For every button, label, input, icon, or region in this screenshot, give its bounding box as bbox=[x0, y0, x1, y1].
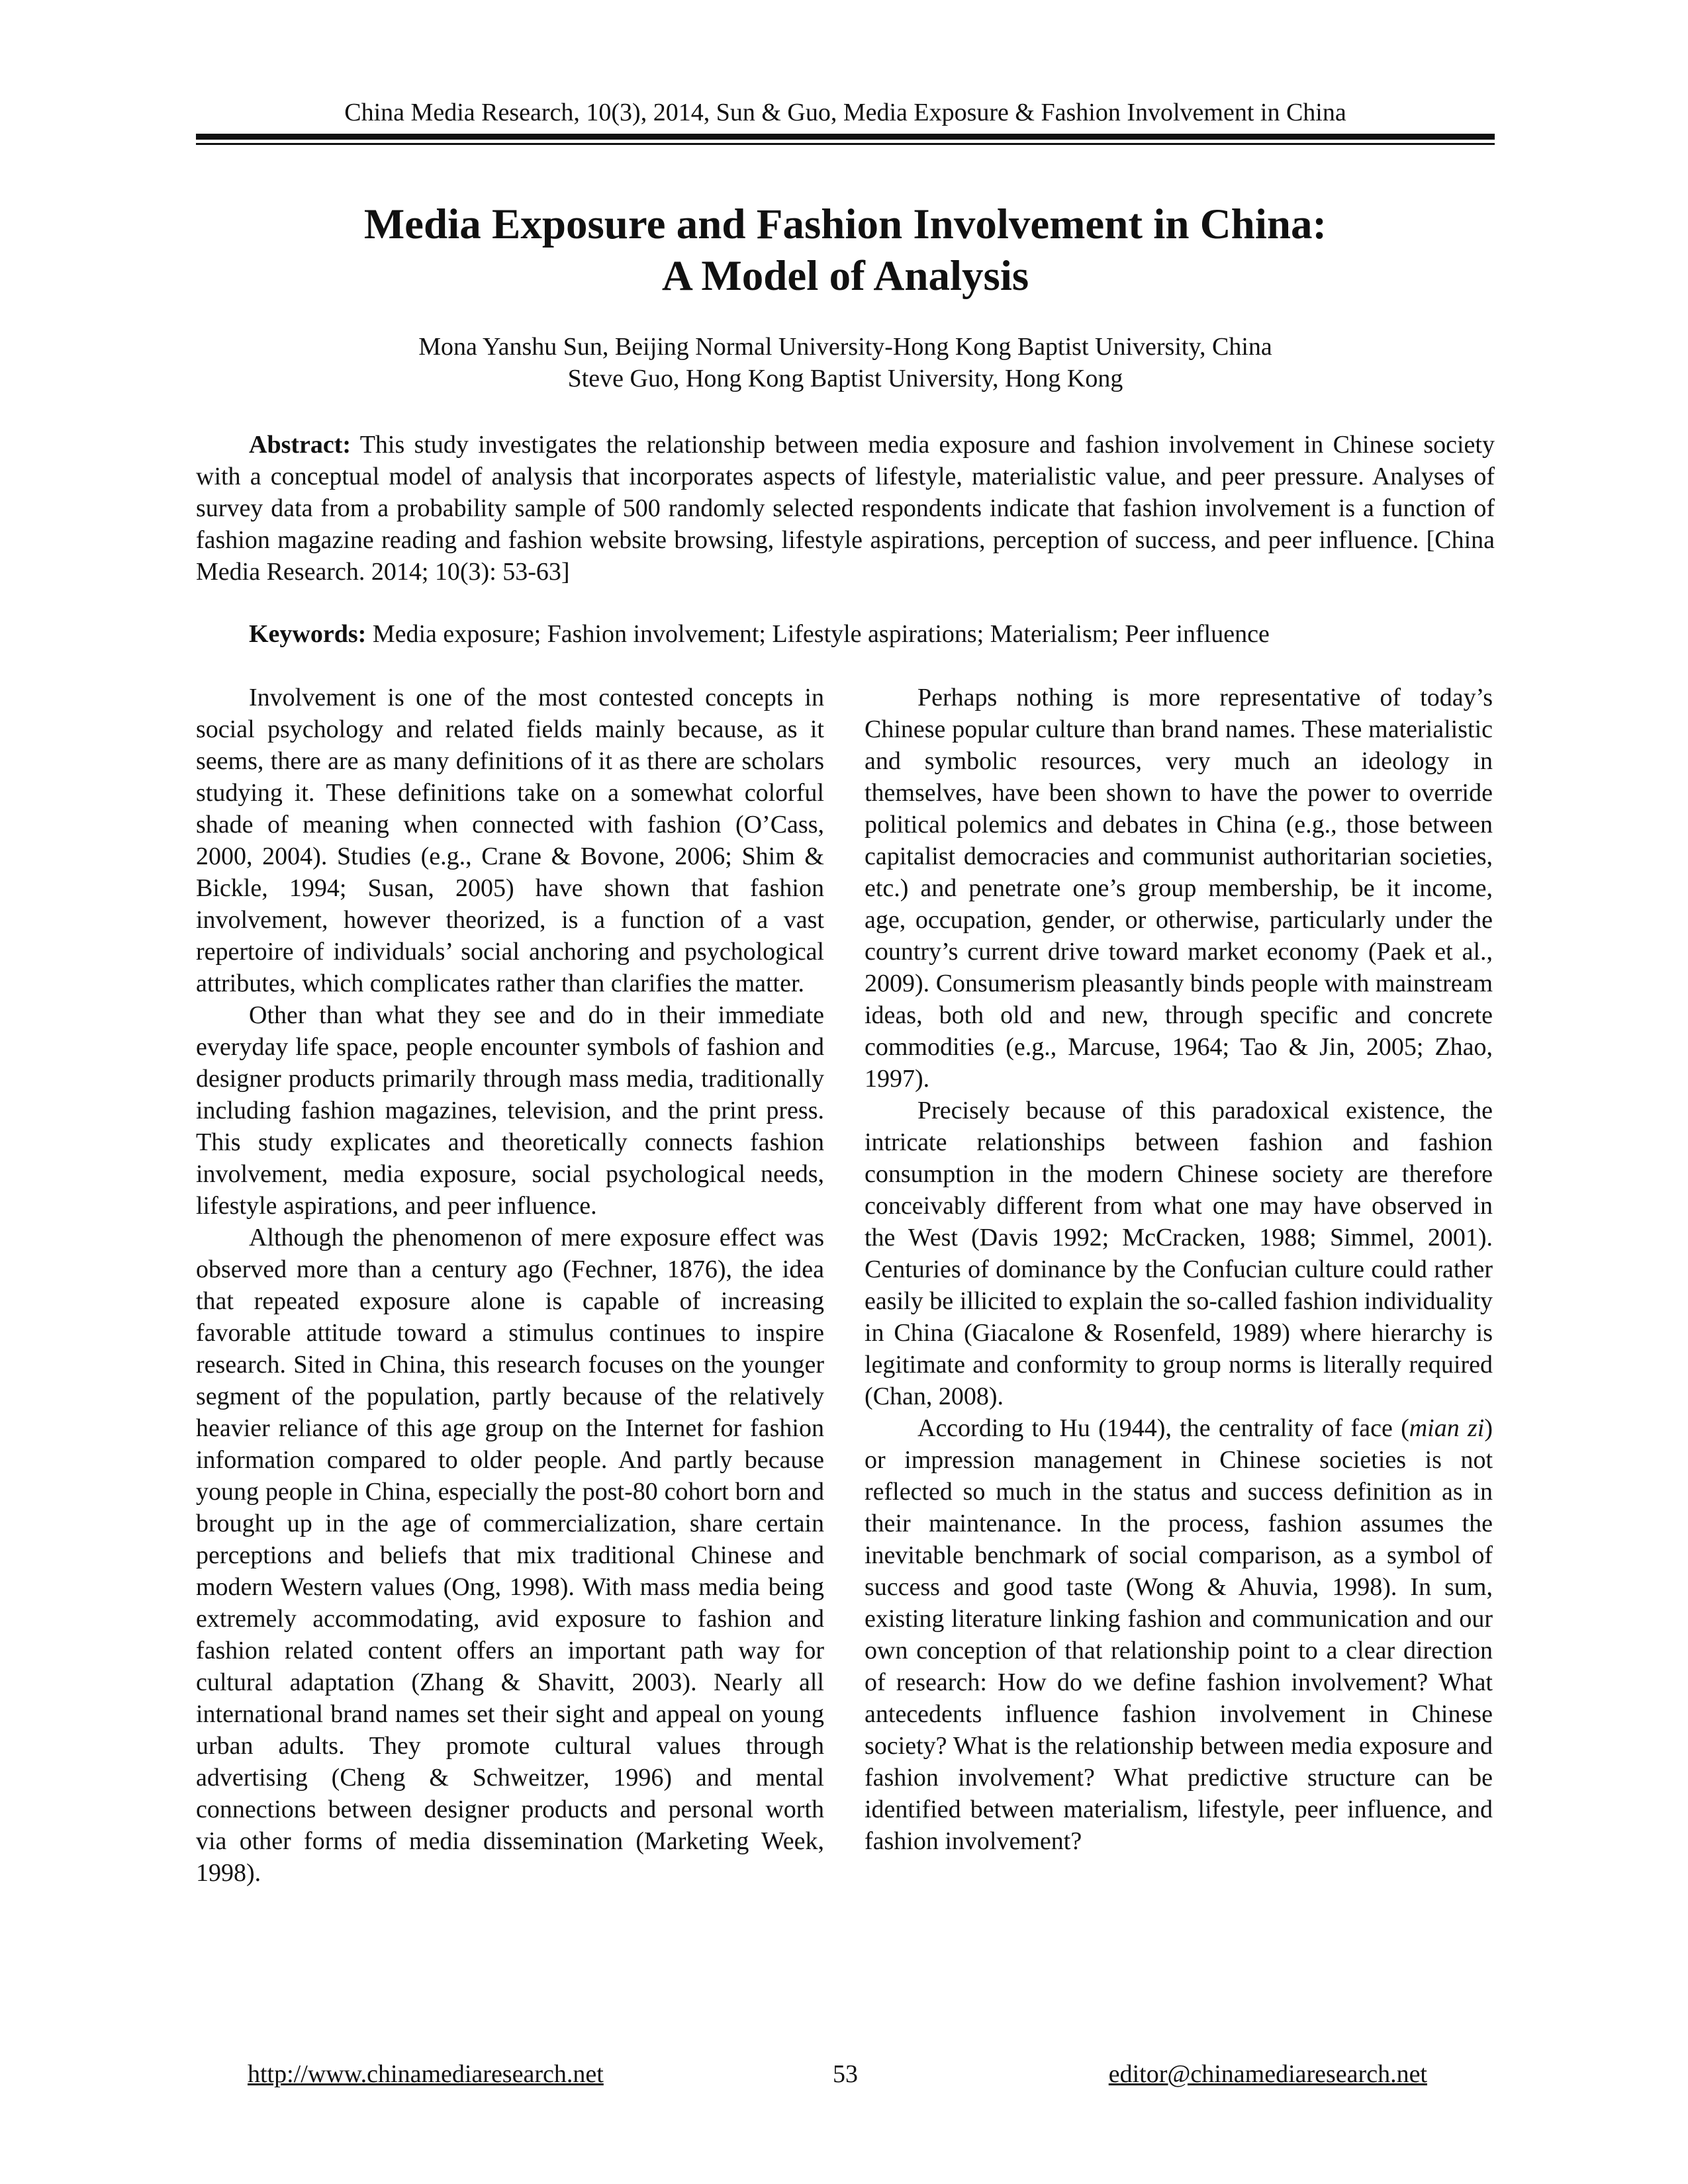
keywords-text: Media exposure; Fashion involvement; Lifestyle aspirations; Materialism; Peer influence bbox=[372, 620, 1270, 648]
header-rule-thick bbox=[196, 134, 1495, 140]
header-rule-thin bbox=[196, 143, 1495, 145]
abstract bbox=[196, 429, 1495, 588]
body-paragraph: Perhaps nothing is more representative of today’s Chinese popular culture than brand names. These materialistic and symbolic resources, very much an ideology in themselves, have been shown to have the power to override political polemics and debates in China (e.g., those between capitalist democracies and communist authoritarian societies, etc.) and penetrate one’s group membership, be it income, age, occupation, gender, or otherwise, particularly under the country’s current drive toward market economy (Paek et al., 2009). Consumerism pleasantly binds people with mainstream ideas, both old and new, through specific and concrete commodities (e.g., Marcuse, 1964; Tao & Jin, 2005; Zhao, 1997). bbox=[865, 684, 1493, 1093]
paragraph-text: According to Hu (1944), the centrality of face ( bbox=[917, 1414, 1409, 1442]
page-footer bbox=[196, 2058, 1495, 2091]
title-line-1: Media Exposure and Fashion Involvement in China: bbox=[363, 201, 1327, 248]
abstract-text: This study investigates the relationship between media exposure and fashion involvement in Chinese society with a conceptual model of analysis that incorporates aspects of lifestyle, materialistic value, and peer pressure. Analyses of survey data from a probability sample of 500 randomly selected respondents indicate that fashion involvement is a function of fashion magazine reading and fashion website browsing, lifestyle aspirations, perception of success, and peer influence. [China Media Research. 2014; 10(3): 53-63] bbox=[196, 431, 1495, 586]
body-paragraph: Other than what they see and do in their immediate everyday life space, people encounter symbols of fashion and designer products primarily through mass media, traditionally including fashion magazines, television, and the print press. This study explicates and theoretically connects fashion involvement, media exposure, social psychological needs, lifestyle aspirations, and peer influence. bbox=[196, 1001, 824, 1220]
running-head: China Media Research, 10(3), 2014, Sun & Guo, Media Exposure & Fashion Involvement in China bbox=[344, 99, 1346, 126]
body-paragraph: Involvement is one of the most contested concepts in social psychology and related fields mainly because, as it seems, there are as many definitions of it as there are scholars studying it. These definitions take on a somewhat colorful shade of meaning when connected with fashion (O’Cass, 2000, 2004). Studies (e.g., Crane & Bovone, 2006; Shim & Bickle, 1994; Susan, 2005) have shown that fashion involvement, however theorized, is a function of a vast repertoire of individuals’ social anchoring and psychological attributes, which complicates rather than clarifies the matter. bbox=[196, 684, 824, 997]
email-link[interactable]: editor@chinamediaresearch.net bbox=[1108, 2060, 1427, 2088]
body-paragraph: Although the phenomenon of mere exposure effect was observed more than a century ago (Fechner, 1876), the idea that repeated exposure alone is capable of increasing favorable attitude toward a stimulus continues to inspire research. Sited in China, this research focuses on the younger segment of the population, partly because of the relatively heavier reliance of this age group on the Internet for fashion information compared to older people. And partly because young people in China, especially the post-80 cohort born and brought up in the age of commercialization, share certain perceptions and beliefs that mix traditional Chinese and modern Western values (Ong, 1998). With mass media being extremely accommodating, avid exposure to fashion and fashion related content offers an important path way for cultural adaptation (Zhang & Shavitt, 2003). Nearly all international brand names set their sight and appeal on young urban adults. They promote cultural values through advertising (Cheng & Schweitzer, 1996) and mental connections between designer products and personal worth via other forms of media dissemination (Marketing Week, 1998). bbox=[196, 1224, 824, 1887]
website-link[interactable]: http://www.chinamediaresearch.net bbox=[248, 2060, 604, 2088]
body-paragraph bbox=[865, 1412, 1493, 1857]
body-paragraph: Precisely because of this paradoxical existence, the intricate relationships between fashion and fashion consumption in the modern Chinese society are therefore conceivably different from what one may have observed in the West (Davis 1992; McCracken, 1988; Simmel, 2001). Centuries of dominance by the Confucian culture could rather easily be illicited to explain the so-called fashion individuality in China (Giacalone & Rosenfeld, 1989) where hierarchy is legitimate and conformity to group norms is literally required (Chan, 2008). bbox=[865, 1097, 1493, 1410]
italic-term: mian zi bbox=[1409, 1414, 1485, 1442]
keywords bbox=[196, 618, 1495, 650]
abstract-label: Abstract: bbox=[249, 431, 352, 459]
author-2: Steve Guo, Hong Kong Baptist University, Hong Kong bbox=[567, 365, 1123, 392]
title-line-2: A Model of Analysis bbox=[661, 252, 1029, 300]
left-column bbox=[196, 682, 824, 1889]
keywords-label: Keywords: bbox=[249, 620, 367, 648]
paper-title bbox=[196, 199, 1495, 302]
author-list bbox=[196, 331, 1495, 394]
right-column bbox=[865, 682, 1493, 1857]
paragraph-text: ) or impression management in Chinese societies is not reflected so much in the status and success definition as in their maintenance. In the process, fashion assumes the inevitable benchmark of social comparison, as a symbol of success and good taste (Wong & Ahuvia, 1998). In sum, existing literature linking fashion and communication and our own conception of that relationship point to a clear direction of research: How do we define fashion involvement? What antecedents influence fashion involvement in Chinese society? What is the relationship between media exposure and fashion involvement? What predictive structure can be identified between materialism, lifestyle, peer influence, and fashion involvement? bbox=[865, 1414, 1493, 1855]
author-1: Mona Yanshu Sun, Beijing Normal University-Hong Kong Baptist University, China bbox=[418, 333, 1272, 361]
page-number: 53 bbox=[833, 2060, 858, 2088]
